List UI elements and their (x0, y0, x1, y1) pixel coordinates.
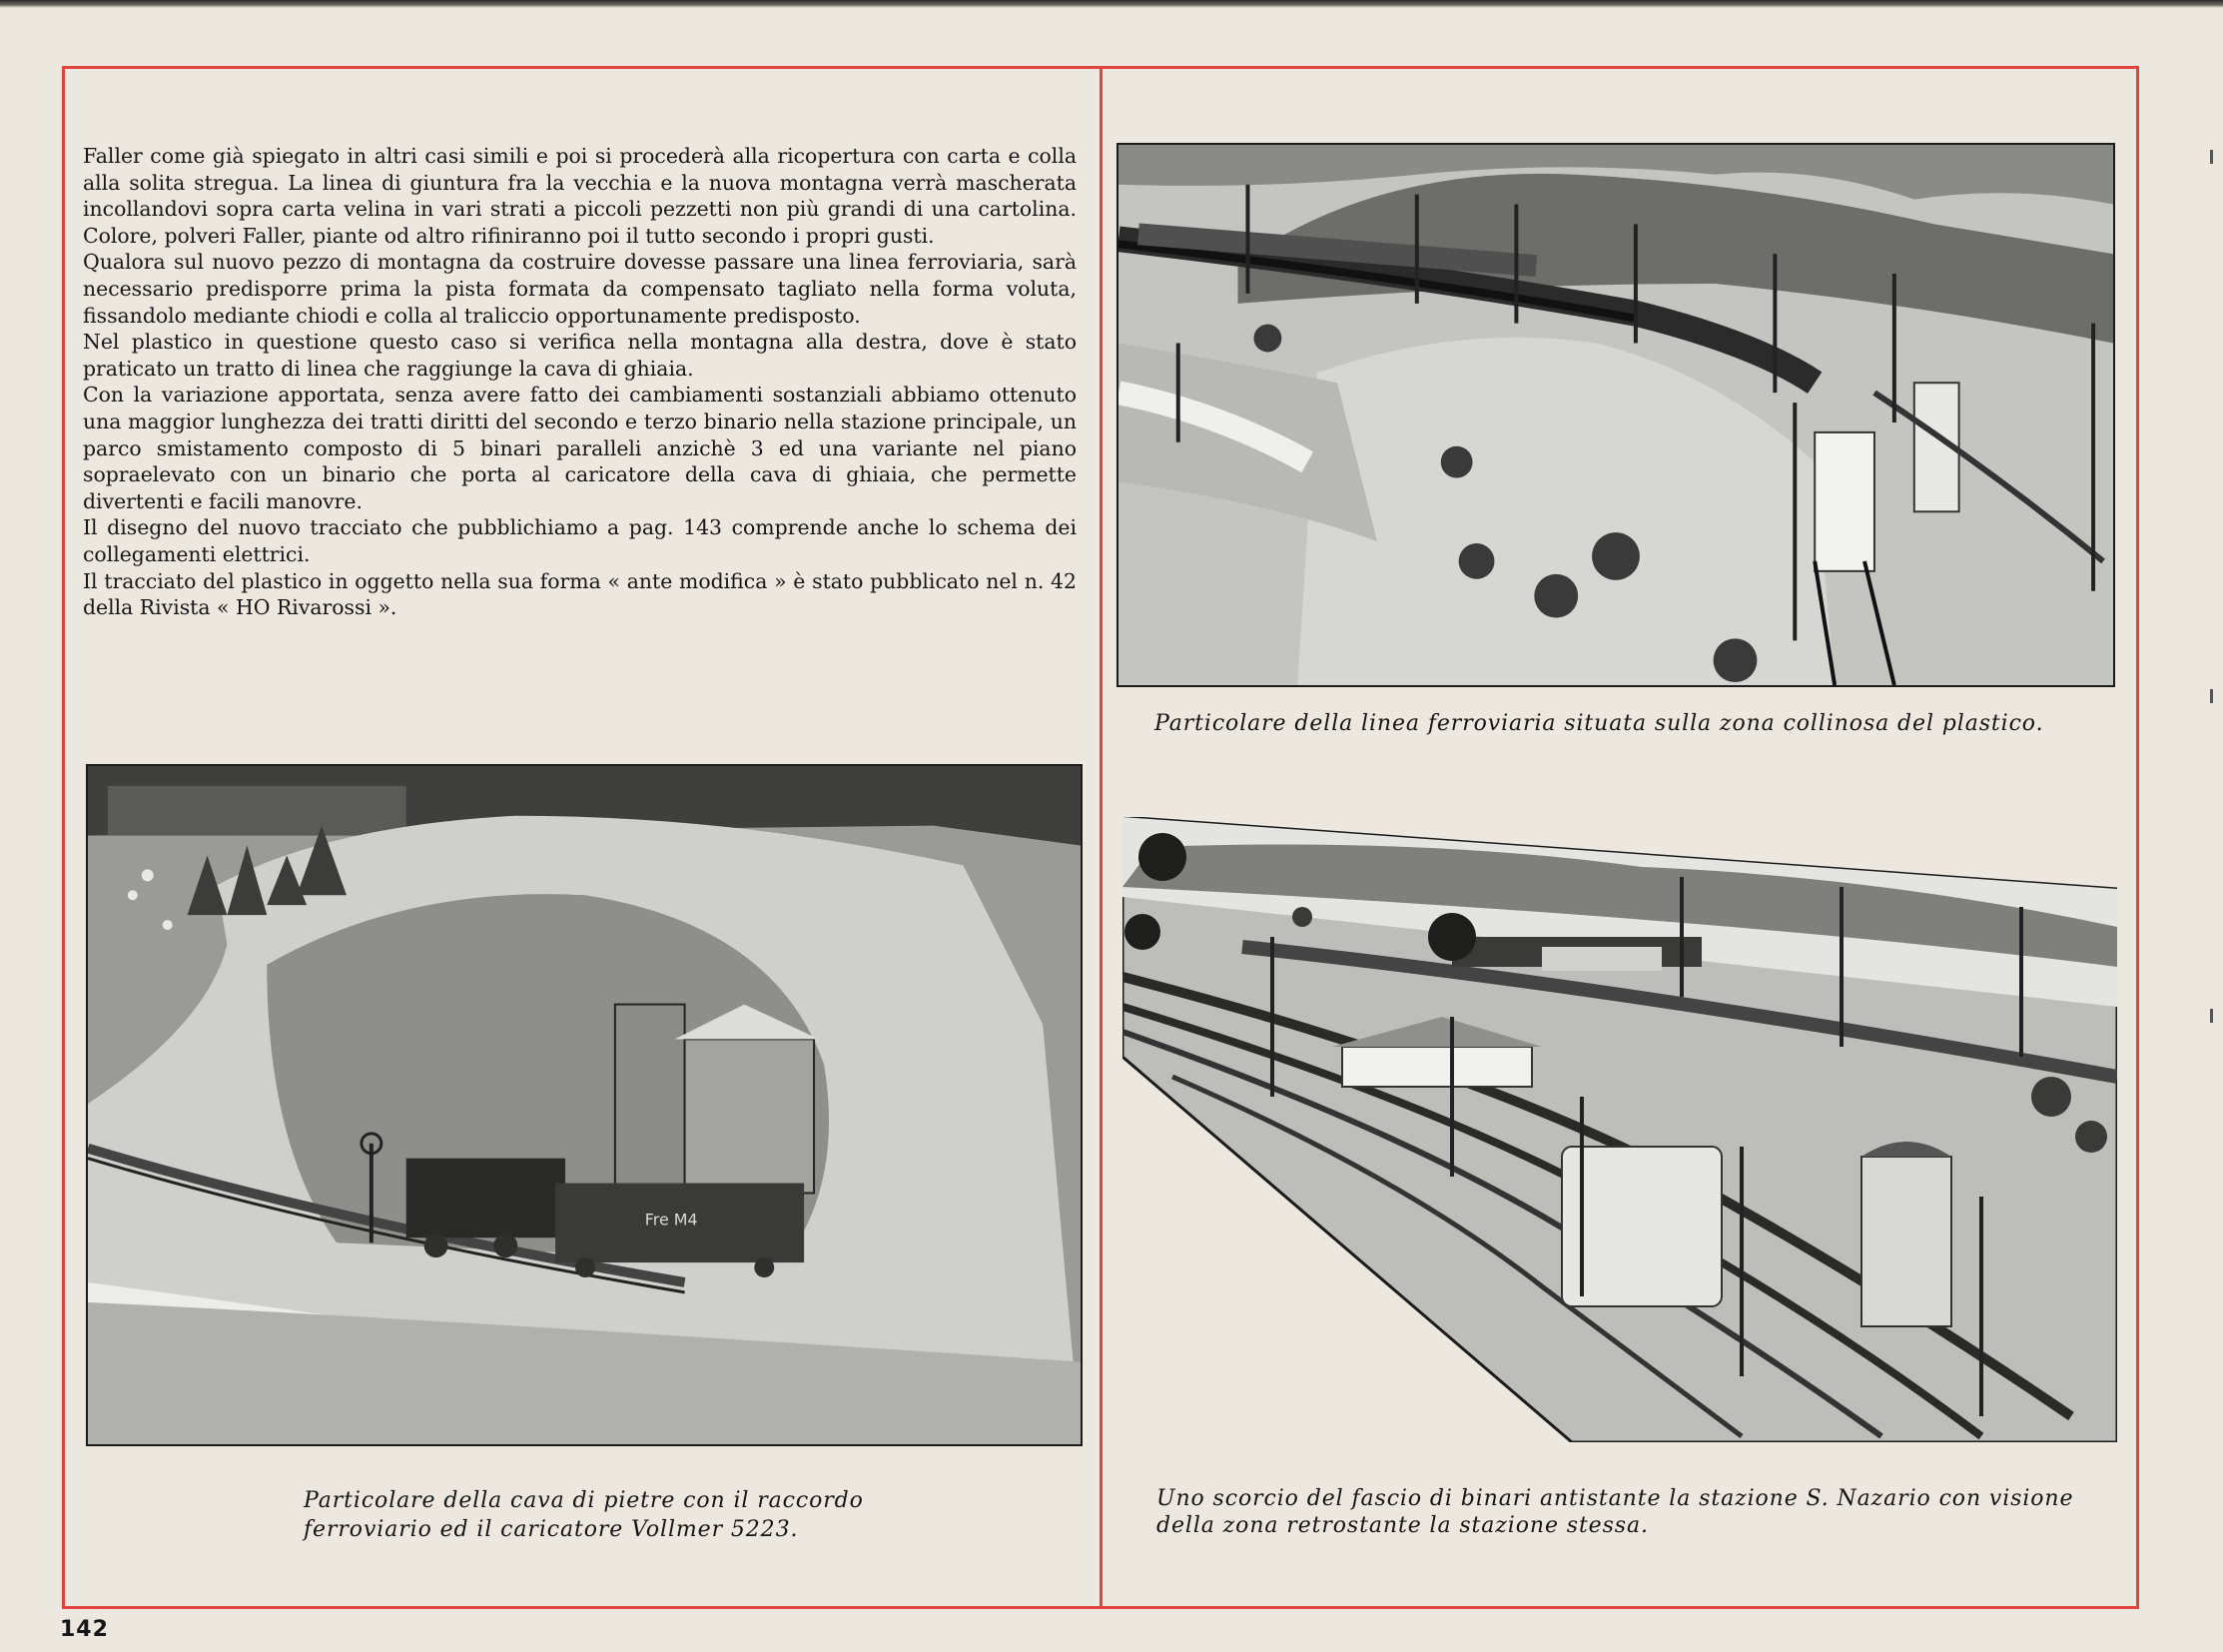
caption-hill-railway: Particolare della linea ferroviaria situata sulla zona collinosa del plastico. (1154, 711, 2044, 736)
article-paragraph: Il tracciato del plastico in oggetto nella sua forma « ante modifica » è stato pubblicato nel n. 42 della Rivista « HO Rivarossi ». (83, 568, 1077, 620)
red-column-divider (1100, 66, 1103, 1609)
caption-station-line2: della zona retrostante la stazione stessa. (1156, 1513, 1649, 1538)
photo-hill-railway (1116, 143, 2115, 687)
caption-quarry-line1: Particolare della cava di pietre con il raccordo (304, 1488, 864, 1513)
photo-quarry-loader (86, 764, 1083, 1446)
article-paragraph: Con la variazione apportata, senza avere fatto dei cambiamenti sostanziali abbiamo ottenuto una maggior lunghezza dei tratti diritti del secondo e terzo binario nella stazione principale, un parco smistamento composto di 5 binari paralleli anzichè 3 ed una variante nel piano sopraelevato con un binario che porta al caricatore della cava di ghiaia, che permette divertenti e facili manovre. (83, 383, 1077, 513)
page-number: 142 (60, 1617, 109, 1642)
article-paragraph: Il disegno del nuovo tracciato che pubblichiamo a pag. 143 comprende anche lo schema dei collegamenti elettrici. (83, 515, 1077, 566)
photo-hill-railway-image (1118, 145, 2113, 685)
edge-mark (2210, 150, 2213, 164)
wagon-marking: Fre M4 (644, 1210, 698, 1230)
article-paragraph: Faller come già spiegato in altri casi simili e poi si procederà alla ricopertura con carta e colla alla solita stregua. La linea di giuntura fra la vecchia e la nuova montagna verrà mascherata incollandovi sopra carta velina in vari strati a piccoli pezzetti non più grandi di una cartolina. Colore, polveri Faller, piante od altro rifiniranno poi il tutto secondo i propri gusti. (83, 144, 1077, 248)
article-paragraph: Nel plastico in questione questo caso si verifica nella montagna alla destra, dove è stato praticato un tratto di linea che raggiunge la cava di ghiaia. (83, 330, 1077, 381)
photo-station-tracks-image (1122, 817, 2117, 1442)
page-top-edge (0, 0, 2223, 8)
photo-quarry-loader-image (88, 766, 1081, 1444)
edge-mark (2210, 1009, 2213, 1023)
edge-mark (2210, 689, 2213, 703)
caption-quarry-line2: ferroviario ed il caricatore Vollmer 5223. (304, 1517, 799, 1542)
caption-station-line1: Uno scorcio del fascio di binari antistante la stazione S. Nazario con visione (1156, 1486, 2074, 1511)
photo-station-tracks (1122, 817, 2117, 1442)
article-text (83, 143, 1077, 621)
article-paragraph: Qualora sul nuovo pezzo di montagna da costruire dovesse passare una linea ferroviaria, sarà necessario predisporre prima la pista formata da compensato tagliato nella forma voluta, fissandolo mediante chiodi e colla al traliccio opportunamente predisposto. (83, 250, 1077, 328)
